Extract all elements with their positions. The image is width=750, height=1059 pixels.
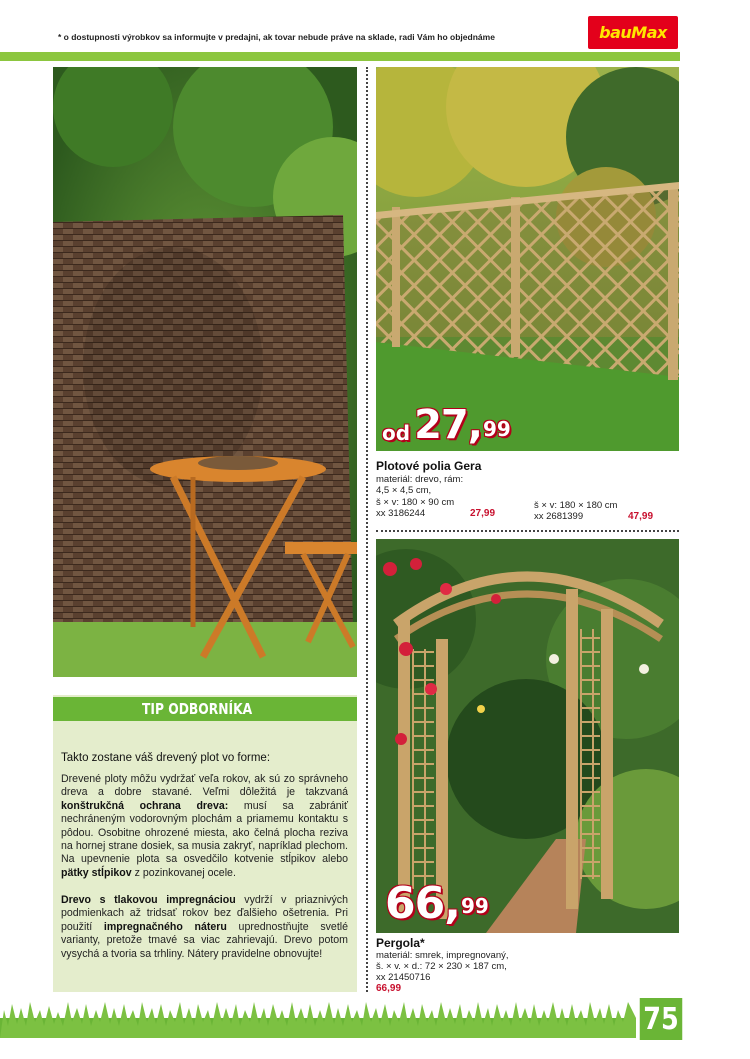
fence-variant1-size: š × v: 180 × 90 cm	[376, 497, 455, 508]
tip-text: Drevené ploty môžu vydržať veľa rokov, ak sú zo správneho dreva a dobre stavané. Veľmi dôležitá je takzvaná	[61, 773, 348, 799]
price-comma: ,	[467, 402, 483, 448]
expert-tip-header	[53, 697, 357, 721]
tip-emphasis: Drevo s tlakovou impregnáciou	[61, 894, 236, 906]
baumax-logo: bauMax	[588, 16, 678, 49]
page-number: 75	[640, 998, 683, 1040]
column-divider	[366, 67, 368, 992]
fence-material-line1: materiál: drevo, rám:	[376, 474, 464, 485]
fence-variant2-price: 47,99	[628, 511, 654, 522]
tip-emphasis: pätky stĺpikov	[61, 866, 132, 879]
tip-text: vydrží v priaznivých podmienkach až tridsať rokov bez ďalšieho ošetrenia. Pri použití	[61, 894, 348, 933]
price-cents: 99	[482, 417, 511, 441]
availability-note: * o dostupnosti výrobkov sa informujte v predajni, ak tovar nebude práve na sklade, radi Vám ho objednáme	[58, 32, 495, 42]
price-cents: 99	[460, 894, 489, 918]
wicker-fence-photo	[53, 67, 357, 677]
expert-tip-title: TIP ODBORNÍKA	[142, 700, 253, 718]
fence-material-line2: 4,5 × 4,5 cm,	[376, 485, 432, 496]
lattice-fence-photo	[376, 67, 679, 451]
product-divider	[376, 530, 679, 532]
price-whole: 27	[414, 402, 468, 448]
price-whole: 66	[385, 878, 445, 929]
tip-emphasis: konštrukčná ochrana dreva:	[61, 799, 229, 812]
tip-emphasis: impregnačného náteru	[103, 920, 227, 933]
grass-footer-decoration	[0, 996, 636, 1038]
fence-variant1-code: xx 3186244	[376, 508, 426, 519]
fence-product-name: Plotové polia Gera	[376, 459, 482, 473]
pergola-code: xx 21450716	[376, 972, 431, 983]
pergola-price: 66,99	[376, 983, 402, 994]
fence-variant2-code: xx 2681399	[534, 511, 584, 522]
tip-text: uprednostňujte svetlé varianty, pretože tmavé sa viac zahrievajú. Drevo potom vysychá a tvoria sa trhliny. Nátery pravidelne obnovujte!	[61, 920, 349, 960]
expert-tip-subtitle: Takto zostane váš drevený plot vo forme:	[61, 752, 271, 764]
pergola-price-badge	[385, 878, 489, 929]
tip-text: musí sa zabrániť nechráneným vodorovným plochám a priamemu kontaktu s pôdou. Osobitne ohrozené miesta, ako čelná plocha reziva na hornej strane dosiek, sa musia zakryť, napríklad plechom. Na upevnenie plota sa osvedčilo kotvenie stĺpikov alebo	[61, 799, 349, 866]
header-divider	[0, 52, 680, 61]
pergola-photo	[376, 539, 679, 933]
price-comma: ,	[444, 878, 461, 929]
pergola-material: materiál: smrek, impregnovaný,	[376, 950, 509, 961]
expert-tip-paragraph-2	[61, 894, 348, 961]
pergola-product-name: Pergola*	[376, 936, 425, 950]
fence-price-badge	[382, 402, 511, 448]
tip-text: z pozinkovanej ocele.	[131, 866, 236, 879]
fence-variant2-size: š × v: 180 × 180 cm	[534, 500, 618, 511]
expert-tip-paragraph-1	[61, 773, 348, 880]
price-prefix: od	[382, 421, 411, 445]
fence-variant1-price: 27,99	[470, 508, 496, 519]
pergola-size: š. × v. × d.: 72 × 230 × 187 cm,	[376, 961, 507, 972]
